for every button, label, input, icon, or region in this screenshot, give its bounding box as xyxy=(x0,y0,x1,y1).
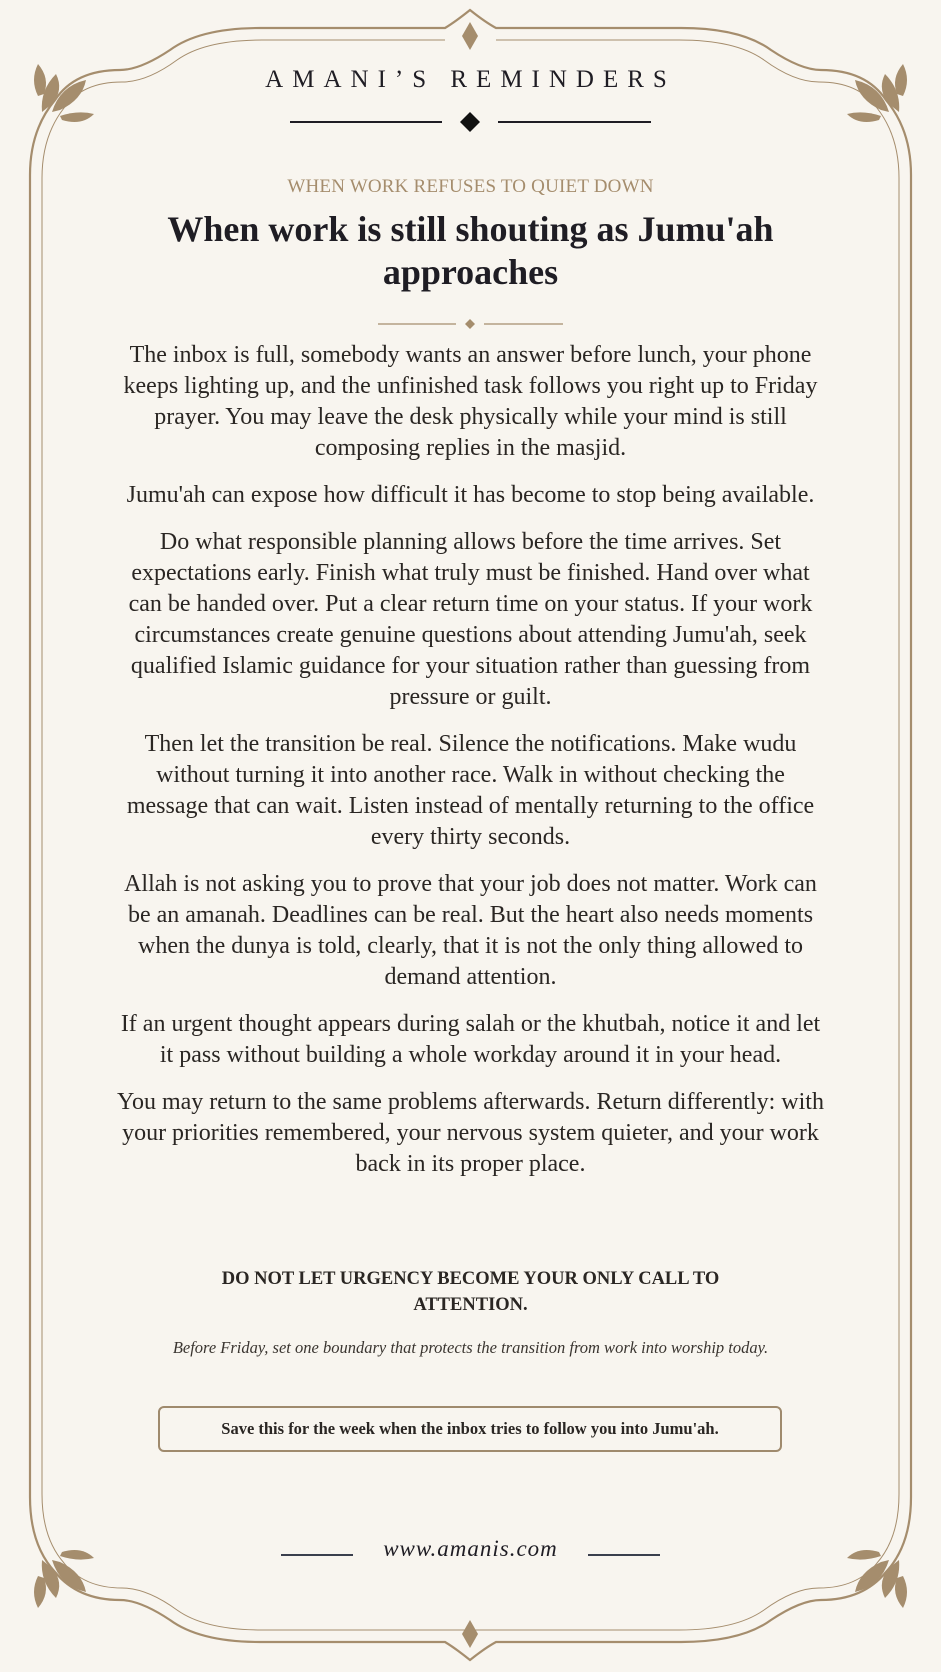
body-paragraph: The inbox is full, somebody wants an answer before lunch, your phone keeps lighting up, and the unfinished task follows you right up to Friday prayer. You may leave the desk physically while your mind is still composing replies in the masjid. xyxy=(123,342,818,461)
action-note: Before Friday, set one boundary that protects the transition from work into worship today. xyxy=(172,1338,769,1357)
title-divider xyxy=(0,316,941,332)
callout-heading: DO NOT LET URGENCY BECOME YOUR ONLY CALL TO ATTENTION. xyxy=(221,1269,720,1315)
brand-divider xyxy=(0,110,941,134)
footer xyxy=(0,1536,941,1572)
body-paragraph: Allah is not asking you to prove that your job does not matter. Work can be an amanah. Deadlines can be real. But the heart also needs moments when the dunya is told, clearly, that it is not the only thing allowed to demand attention. xyxy=(124,871,817,990)
article-body xyxy=(113,340,828,1196)
footer-url[interactable]: www.amanis.com xyxy=(383,1536,558,1561)
body-paragraph: You may return to the same problems afterwards. Return differently: with your priorities remembered, your nervous system quieter, and your work back in its proper place. xyxy=(117,1089,824,1177)
body-paragraph: Then let the transition be real. Silence the notifications. Make wudu without turning it into another race. Walk in without checking the message that can wait. Listen instead of mentally returning to the office every thirty seconds. xyxy=(126,731,815,850)
article-title: When work is still shouting as Jumu'ah approaches xyxy=(167,209,774,292)
save-reminder-box xyxy=(158,1406,782,1452)
footer-rule-right xyxy=(588,1554,660,1556)
article-kicker: WHEN WORK REFUSES TO QUIET DOWN xyxy=(287,176,654,197)
body-paragraph: If an urgent thought appears during salah or the khutbah, notice it and let it pass without building a whole workday around it in your head. xyxy=(120,1011,821,1068)
body-paragraph: Jumu'ah can expose how difficult it has become to stop being available. xyxy=(126,482,815,508)
save-reminder-text: Save this for the week when the inbox tries to follow you into Jumu'ah. xyxy=(221,1419,719,1438)
brand-name: AMANI’S REMINDERS xyxy=(265,66,676,93)
body-paragraph: Do what responsible planning allows before the time arrives. Set expectations early. Finish what truly must be finished. Hand over what can be handed over. Put a clear return time on your status. If your work circumstances create genuine questions about attending Jumu'ah, seek qualified Islamic guidance for your situation rather than guessing from pressure or guilt. xyxy=(128,529,813,710)
